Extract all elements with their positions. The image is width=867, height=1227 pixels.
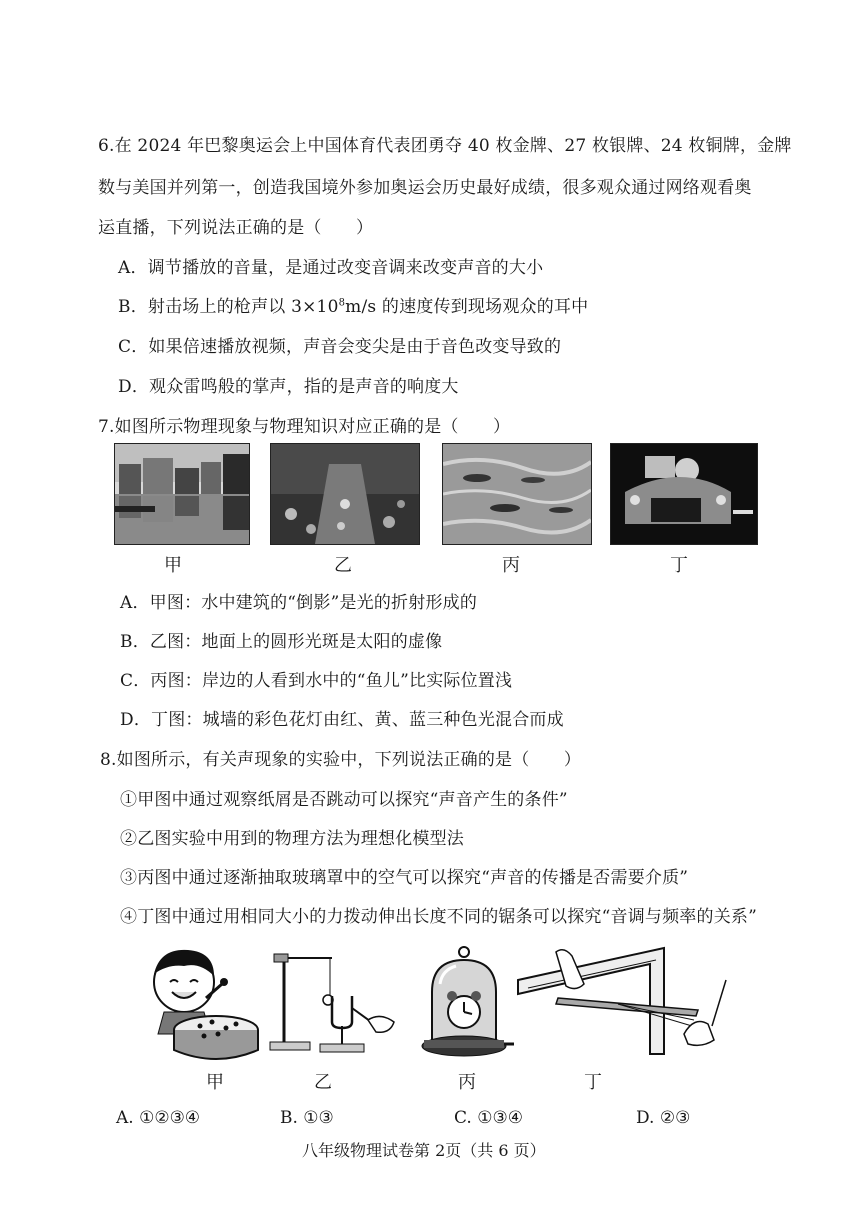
q6-option-c: C．如果倍速播放视频，声音会变尖是由于音色改变导致的 — [118, 337, 562, 357]
q8-caption-bing: 丙 — [458, 1072, 476, 1093]
q8-stem: 8.如图所示，有关声现象的实验中，下列说法正确的是（ ） — [100, 750, 582, 770]
q6-option-b — [118, 292, 588, 317]
bell-jar-illustration — [416, 944, 516, 1062]
page-footer: 八年级物理试卷第 2页（共 6 页） — [302, 1141, 546, 1160]
photo-yi-light-spots — [270, 443, 420, 545]
q7-stem: 7.如图所示物理现象与物理知识对应正确的是（ ） — [98, 417, 511, 437]
q6-option-d: D．观众雷鸣般的掌声，指的是声音的响度大 — [118, 377, 459, 397]
photo-jia-reflection — [114, 443, 250, 545]
q6-stem-line2: 数与美国并列第一，创造我国境外参加奥运会历史最好成绩，很多观众通过网络观看奥 — [98, 178, 752, 198]
q6-stem-line3: 运直播，下列说法正确的是（ ） — [98, 218, 374, 238]
q8-statement-2: ②乙图实验中用到的物理方法为理想化模型法 — [120, 829, 464, 849]
q8-choice-a: A. ①②③④ — [116, 1108, 201, 1128]
q7-option-b: B．乙图：地面上的圆形光斑是太阳的虚像 — [120, 632, 443, 652]
q7-caption-jia: 甲 — [164, 555, 182, 576]
q8-choice-c: C. ①③④ — [454, 1108, 523, 1128]
saw-blade-illustration — [518, 944, 728, 1062]
drum-experiment-illustration — [140, 944, 270, 1066]
q6-option-b-exponent: 8 — [338, 297, 346, 309]
q7-option-a: A．甲图：水中建筑的“倒影”是光的折射形成的 — [120, 593, 478, 613]
q7-option-d: D．丁图：城墙的彩色花灯由红、黄、蓝三种色光混合而成 — [120, 710, 564, 730]
q7-caption-yi: 乙 — [334, 555, 352, 576]
q8-statement-4: ④丁图中通过用相同大小的力拨动伸出长度不同的锯条可以探究“音调与频率的关系” — [120, 907, 757, 927]
q6-option-b-post: m/s 的速度传到现场观众的耳中 — [345, 297, 589, 317]
q7-caption-bing: 丙 — [502, 555, 520, 576]
q8-choice-d: D. ②③ — [636, 1108, 691, 1128]
q8-caption-jia: 甲 — [206, 1072, 224, 1093]
q8-choice-b: B. ①③ — [280, 1108, 334, 1128]
q6-option-a: A．调节播放的音量，是通过改变音调来改变声音的大小 — [118, 258, 544, 278]
q6-stem-line1: 6.在 2024 年巴黎奥运会上中国体育代表团勇夺 40 枚金牌、27 枚银牌、24 枚铜牌，金牌 — [98, 136, 792, 156]
q6-option-b-pre: B．射击场上的枪声以 3×10 — [118, 297, 339, 317]
q7-caption-ding: 丁 — [670, 555, 688, 576]
tuning-fork-illustration — [262, 950, 402, 1060]
photo-bing-fish — [442, 443, 592, 545]
photo-ding-lanterns — [610, 443, 758, 545]
q8-caption-ding: 丁 — [584, 1072, 602, 1093]
q8-caption-yi: 乙 — [314, 1072, 332, 1093]
q8-statement-1: ①甲图中通过观察纸屑是否跳动可以探究“声音产生的条件” — [120, 790, 568, 810]
q8-statement-3: ③丙图中通过逐渐抽取玻璃罩中的空气可以探究“声音的传播是否需要介质” — [120, 868, 689, 888]
q7-option-c: C．丙图：岸边的人看到水中的“鱼儿”比实际位置浅 — [120, 671, 513, 691]
